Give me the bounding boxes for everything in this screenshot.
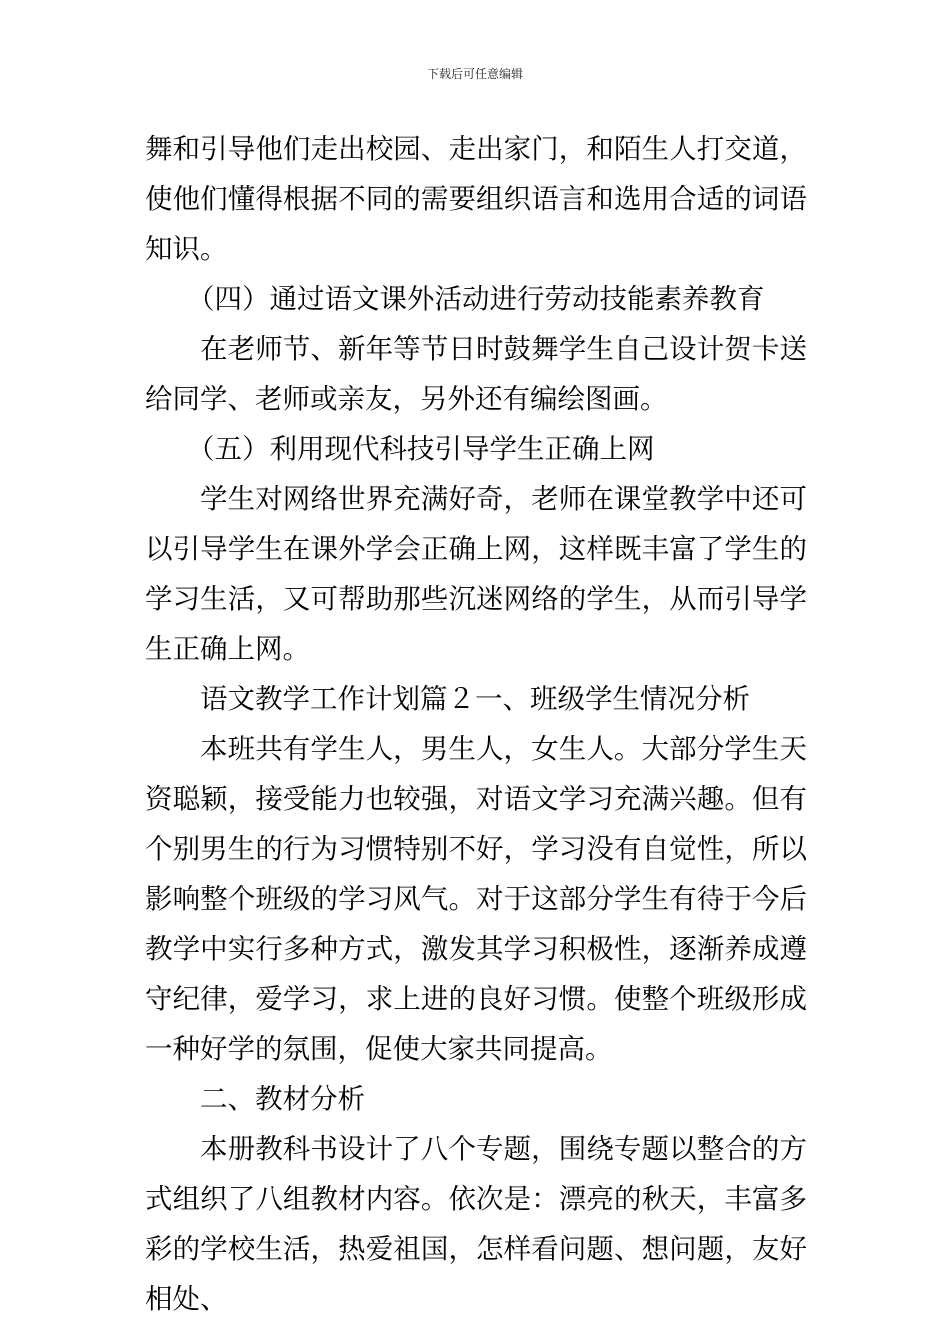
heading-five: （五）利用现代科技引导学生正确上网 [187,433,655,465]
paragraph-labor-skills: 在老师节、新年等节日时鼓舞学生自己设计贺卡送给同学、老师或亲友，另外还有编绘图画。 [145,333,807,415]
document-body [145,124,807,1324]
section-title: 语文教学工作计划篇２一、班级学生情况分析 [200,683,750,715]
page-header-note: 下载后可任意编辑 [426,67,523,81]
paragraph-class-analysis: 本班共有学生人，男生人，女生人。大部分学生天资聪颖，接受能力也较强，对语文学习充满兴趣。但有个别男生的行为习惯特别不好，学习没有自觉性，所以影响整个班级的学习风气。对于这部分学生有待于今后教学中实行多种方式，激发其学习积极性，逐渐养成遵守纪律，爱学习，求上进的良好习惯。使整个班级形成一种好学的氛围，促使大家共同提高。 [145,733,807,1065]
heading-four: （四）通过语文课外活动进行劳动技能素养教育 [187,283,765,315]
heading-textbook-analysis: 二、教材分析 [200,1083,365,1115]
paragraph-textbook: 本册教科书设计了八个专题，围绕专题以整合的方式组织了八组教材内容。依次是：漂亮的秋天，丰富多彩的学校生活，热爱祖国，怎样看问题、想问题，友好相处、 [145,1133,807,1315]
paragraph-continuation: 舞和引导他们走出校园、走出家门，和陌生人打交道，使他们懂得根据不同的需要组织语言和选用合适的词语知识。 [145,133,807,265]
paragraph-internet: 学生对网络世界充满好奇，老师在课堂教学中还可以引导学生在课外学会正确上网，这样既丰富了学生的学习生活，又可帮助那些沉迷网络的学生，从而引导学生正确上网。 [145,483,807,665]
